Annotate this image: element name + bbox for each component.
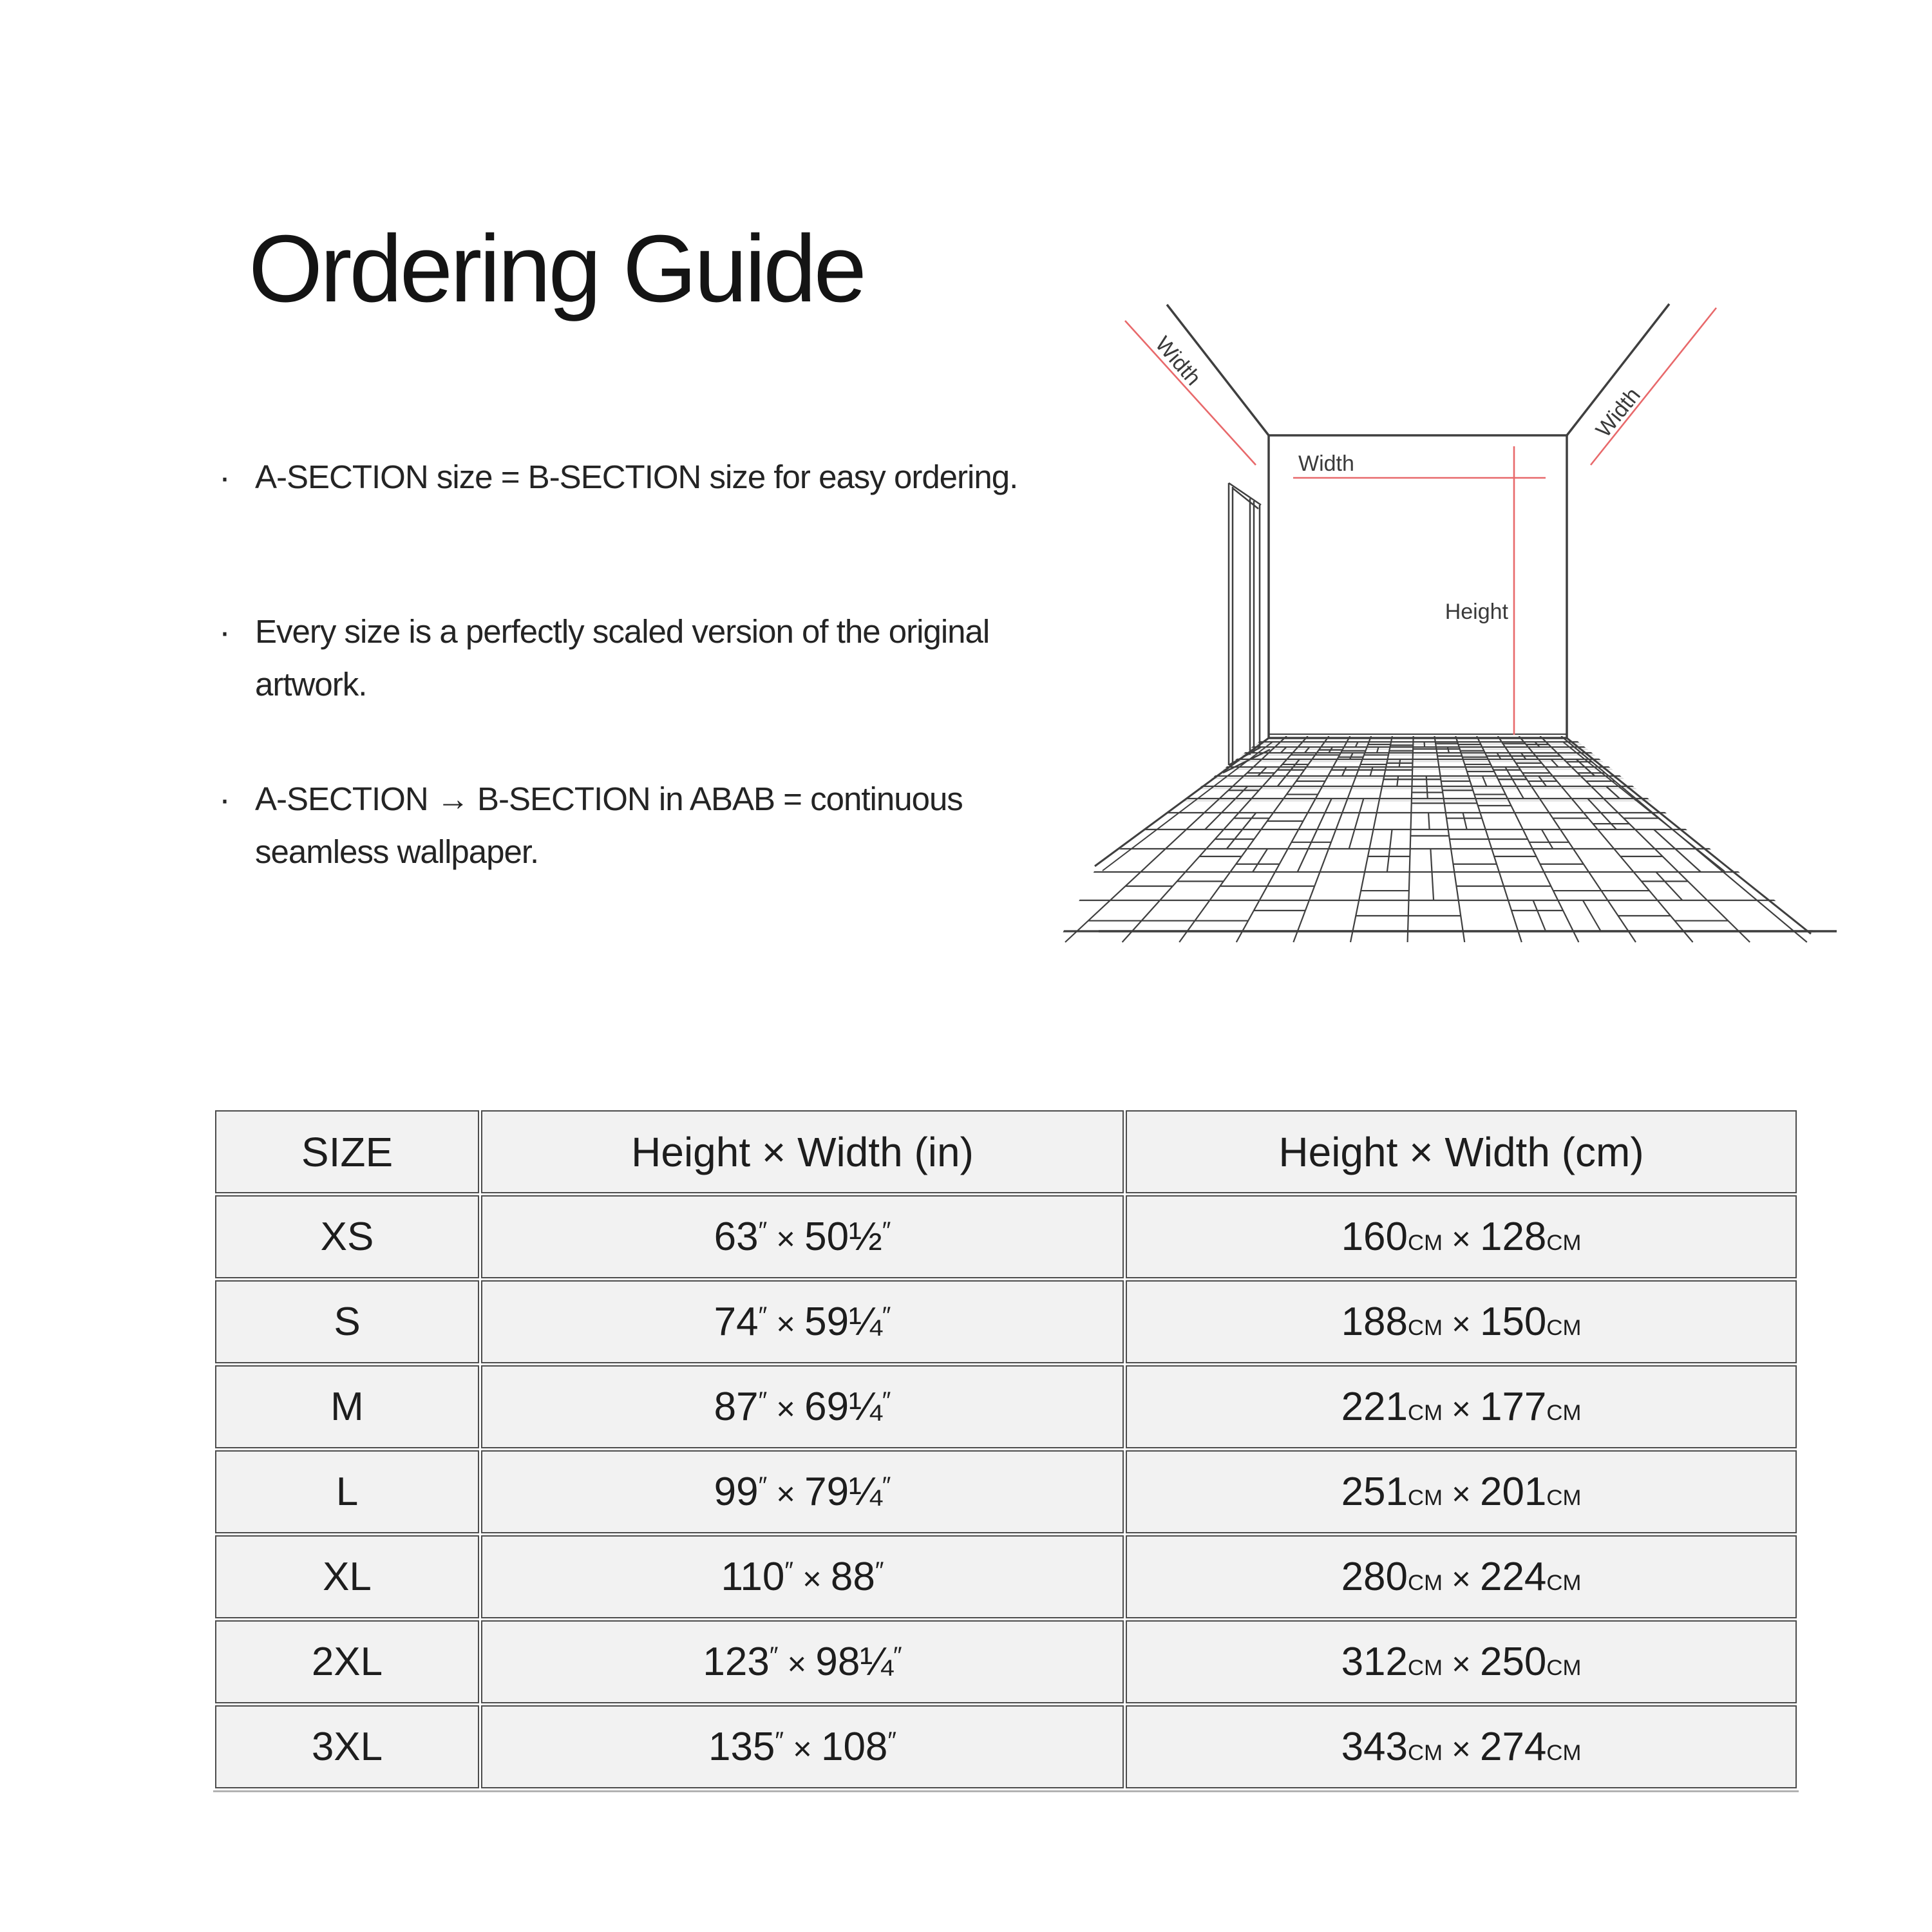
inch-mark: ″ xyxy=(758,1387,768,1415)
size-cell: L xyxy=(215,1450,479,1533)
bullet-item xyxy=(218,773,1132,878)
bullet-line: artwork. xyxy=(255,666,367,703)
cm-unit-label: CM xyxy=(1546,1486,1582,1510)
inch-mark: ″ xyxy=(769,1642,779,1670)
inch-mark: ″ xyxy=(758,1217,768,1245)
inch-mark: ″ xyxy=(882,1302,891,1330)
size-cell: XL xyxy=(215,1535,479,1618)
times-sign: × xyxy=(767,1305,805,1342)
size-table-wrap xyxy=(213,1108,1799,1790)
times-sign: × xyxy=(767,1390,805,1427)
inches-cell: 87″ × 69¼″ xyxy=(481,1365,1124,1448)
inch-mark: ″ xyxy=(775,1727,784,1755)
inches-cell: 63″ × 50½″ xyxy=(481,1195,1124,1278)
cm-cell: 221CM × 177CM xyxy=(1126,1365,1797,1448)
bullet-list xyxy=(218,451,1132,878)
bullet-item xyxy=(218,605,1132,711)
right-ceiling-width-label: Width xyxy=(1591,383,1645,442)
page-title: Ordering Guide xyxy=(249,216,864,322)
cm-unit-label: CM xyxy=(1546,1401,1582,1425)
inches-cell: 110″ × 88″ xyxy=(481,1535,1124,1618)
table-row xyxy=(215,1280,1797,1363)
cm-unit-label: CM xyxy=(1408,1316,1443,1340)
bullet-line: A-SECTION → B-SECTION in ABAB = continuous xyxy=(255,781,963,817)
table-row xyxy=(215,1195,1797,1278)
cm-unit-label: CM xyxy=(1408,1231,1443,1255)
cm-cell: 280CM × 224CM xyxy=(1126,1535,1797,1618)
cm-cell: 188CM × 150CM xyxy=(1126,1280,1797,1363)
size-cell: 3XL xyxy=(215,1705,479,1788)
times-sign: × xyxy=(767,1475,805,1512)
bullet-dot: · xyxy=(219,612,230,651)
inch-mark: ″ xyxy=(758,1472,768,1500)
times-sign: × xyxy=(778,1645,816,1682)
cm-unit-label: CM xyxy=(1546,1571,1582,1595)
measurement-lines xyxy=(1125,308,1716,735)
inch-mark: ″ xyxy=(882,1472,891,1500)
bullet-dot: · xyxy=(219,458,230,497)
times-sign: × xyxy=(793,1560,831,1597)
inch-mark: ″ xyxy=(887,1727,897,1755)
bullet-item xyxy=(218,451,1132,504)
inches-cell: 123″ × 98¼″ xyxy=(481,1620,1124,1703)
table-row xyxy=(215,1450,1797,1533)
back-wall-width-label: Width xyxy=(1298,451,1354,476)
table-row xyxy=(215,1365,1797,1448)
cm-unit-label: CM xyxy=(1546,1231,1582,1255)
times-sign: × xyxy=(1443,1305,1480,1342)
col-header-cm: Height × Width (cm) xyxy=(1126,1110,1797,1193)
col-header-inches: Height × Width (in) xyxy=(481,1110,1124,1193)
bullet-dot: · xyxy=(219,780,230,819)
room-diagram xyxy=(1056,270,1855,953)
cm-unit-label: CM xyxy=(1408,1571,1443,1595)
cm-unit-label: CM xyxy=(1408,1741,1443,1765)
height-label: Height xyxy=(1444,600,1508,624)
cm-cell: 312CM × 250CM xyxy=(1126,1620,1797,1703)
bullet-line: Every size is a perfectly scaled version of the original xyxy=(255,613,990,650)
times-sign: × xyxy=(784,1730,821,1767)
size-cell: S xyxy=(215,1280,479,1363)
parquet-floor xyxy=(1056,736,1855,942)
inch-mark: ″ xyxy=(875,1557,884,1585)
cm-unit-label: CM xyxy=(1546,1741,1582,1765)
col-header-size: SIZE xyxy=(215,1110,479,1193)
cm-unit-label: CM xyxy=(1546,1316,1582,1340)
inches-cell: 135″ × 108″ xyxy=(481,1705,1124,1788)
inch-mark: ″ xyxy=(882,1387,891,1415)
left-ceiling-width-label: Width xyxy=(1150,332,1206,390)
times-sign: × xyxy=(1443,1475,1480,1512)
size-cell: M xyxy=(215,1365,479,1448)
times-sign: × xyxy=(767,1220,805,1257)
cm-cell: 160CM × 128CM xyxy=(1126,1195,1797,1278)
times-sign: × xyxy=(1443,1390,1480,1427)
cm-cell: 251CM × 201CM xyxy=(1126,1450,1797,1533)
inch-mark: ″ xyxy=(784,1557,793,1585)
inches-cell: 99″ × 79¼″ xyxy=(481,1450,1124,1533)
size-cell: XS xyxy=(215,1195,479,1278)
times-sign: × xyxy=(1443,1220,1480,1257)
inch-mark: ″ xyxy=(882,1217,891,1245)
cm-unit-label: CM xyxy=(1408,1401,1443,1425)
times-sign: × xyxy=(1443,1730,1480,1767)
bullet-line: seamless wallpaper. xyxy=(255,833,539,870)
ceiling-lines xyxy=(1167,304,1669,435)
cm-unit-label: CM xyxy=(1546,1656,1582,1680)
table-row xyxy=(215,1705,1797,1788)
size-cell: 2XL xyxy=(215,1620,479,1703)
inch-mark: ″ xyxy=(758,1302,768,1330)
table-header-row xyxy=(215,1110,1797,1193)
cm-unit-label: CM xyxy=(1408,1486,1443,1510)
table-row xyxy=(215,1535,1797,1618)
size-table xyxy=(213,1108,1799,1790)
inches-cell: 74″ × 59¼″ xyxy=(481,1280,1124,1363)
cm-unit-label: CM xyxy=(1408,1656,1443,1680)
bullet-line: A-SECTION size = B-SECTION size for easy ordering. xyxy=(255,459,1018,495)
cm-cell: 343CM × 274CM xyxy=(1126,1705,1797,1788)
times-sign: × xyxy=(1443,1645,1480,1682)
door xyxy=(1223,483,1270,773)
back-wall xyxy=(1269,435,1567,738)
times-sign: × xyxy=(1443,1560,1480,1597)
inch-mark: ″ xyxy=(893,1642,902,1670)
table-row xyxy=(215,1620,1797,1703)
